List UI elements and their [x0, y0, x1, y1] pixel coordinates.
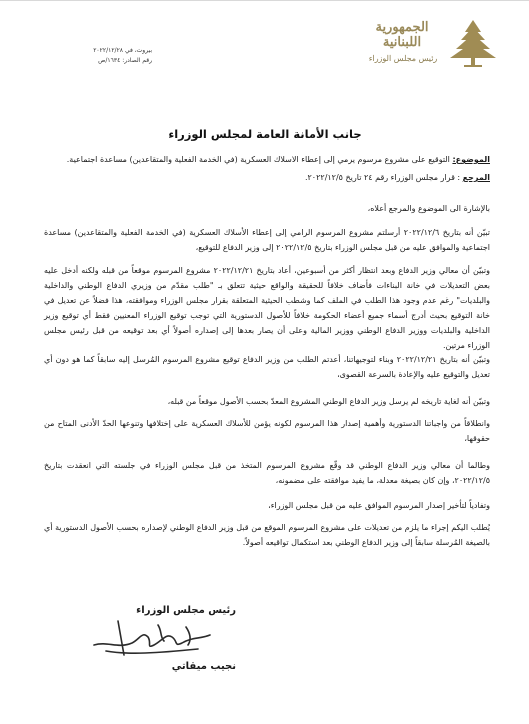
opening-paragraph: بالإشارة الى الموضوع والمرجع أعلاه،	[367, 204, 490, 213]
top-border	[0, 0, 529, 1]
paragraph-6: وطالما أن معالي وزير الدفاع الوطني قد وقّع مشروع المرسوم المتخذ من قبل مجلس الوزراء في جلسته التي انعقدت بتاريخ ٢٠٢٢/١٢/٥، وإن كان بصيغة معدلة، ما يفيد موافقته على مضمونه،	[44, 461, 490, 485]
subject-text: التوقيع على مشروع مرسوم يرمي إلى إعطاء الاسلاك العسكرية (في الخدمة الفعلية والمتقاعدين) مساعدة اجتماعية.	[66, 155, 450, 164]
paragraph-4: وتبيّن أنه لغاية تاريخه لم يرسل وزير الدفاع الوطني المشروع المعدّ بحسب الأصول موقعاً من قبله،	[167, 397, 490, 406]
paragraph-1: تبيّن أنه بتاريخ ٢٠٢٢/١٢/٦ أرسلتم مشروع المرسوم الرامي إلى إعطاء الأسلاك العسكرية (في الخدمة الفعلية والمتقاعدين) مساعدة اجتماعية والموافق عليه من قبل مجلس الوزراء بتاريخ ٢٠٢٢/١٢/٥ إلى وزير الدفاع للتوقيع،	[44, 228, 491, 252]
office-name: رئيس مجلس الوزراء	[368, 54, 438, 63]
subject-label: الموضوع:	[452, 155, 490, 164]
reference-block	[62, 46, 152, 66]
letter-title: جانب الأمانة العامة لمجلس الوزراء	[168, 127, 362, 141]
signatory-name: نجيب ميقاتي	[171, 661, 236, 672]
reference-line	[44, 170, 490, 185]
paragraph-3: وتبيّن أنه بتاريخ ٢٠٢٢/١٢/٢١ وبناء لتوجيهاتنا، أعدتم الطلب من وزير الدفاع توقيع مشروع المرسوم المُرسل إليه سابقاً كما هو دون أي تعديل والتوقيع عليه والإعادة بالسرعة القصوى،	[44, 355, 490, 379]
number-line: رقم الصادر: ١٦٣٤/ص	[98, 57, 152, 64]
date-line: بيروت، في ٢٠٢٢/١٢/٢٨	[93, 47, 152, 54]
paragraph-7: وتفادياً لتأخير إصدار المرسوم الموافق عليه من قبل مجلس الوزراء،	[268, 501, 490, 510]
paragraph-5: وانطلاقاً من واجباتنا الدستورية وأهمية إصدار هذا المرسوم لكونه يؤمن للأسلاك العسكرية على إختلافها وتنوعها الحدّ الأدنى المتاح من حقوقها،	[44, 419, 490, 443]
paragraph-8: يُطلب اليكم إجراء ما يلزم من تعديلات على مشروع المرسوم الموقع من قبل وزير الدفاع الوطني لإصداره بحسب الأصول الدستورية أي بالصيغة المُرسلة سابقاً إلى وزير الدفاع الوطني بعد استكمال تواقيعه أصولاً.	[44, 523, 490, 547]
reference-label: المرجع	[462, 173, 490, 182]
handwritten-signature	[88, 615, 228, 661]
state-name: الجمهورية اللبنانية	[375, 20, 429, 50]
subject-line	[44, 152, 490, 167]
reference-text: : قرار مجلس الوزراء رقم ٢٤ تاريخ ٢٠٢٢/١٢/٥.	[304, 173, 461, 182]
cedar-emblem-icon	[444, 18, 502, 70]
signature-title: رئيس مجلس الوزراء	[136, 605, 236, 616]
paragraph-2: وتبيّن أن معالي وزير الدفاع وبعد انتظار أكثر من أسبوعين، أعاد بتاريخ ٢٠٢٢/١٢/٢١ مشروع المرسوم موقعاً من قبله ولكنه أدخل عليه بعض التعديلات في خانة البناءات فأضاف خلافاً للحقيقة والواقع حيثية تتعلق بـ "طلب مقدّم من وزيري الدفاع الوطني والداخلية والبلديات" رغم عدم وجود هذا الطلب في الملف كما وشطب الحيثية المتعلقة بقرار مجلس الوزراء وموافقته، هذا فضلاً عن تعديل في خانة التوقيع بحيث أدرج أسماء جميع أعضاء الحكومة خلافاً للأصول الدستورية التي توجب توقيع الوزراء المعنيين فقط أي توقيع وزير الداخلية والبلديات ووزير الدفاع الوطني ووزير المالية وعلى أن يصار بعدها إلى إصداره أصولاً أي بعد توقيعه من قبل رئيس مجلس الوزراء مرتين.	[44, 266, 490, 350]
